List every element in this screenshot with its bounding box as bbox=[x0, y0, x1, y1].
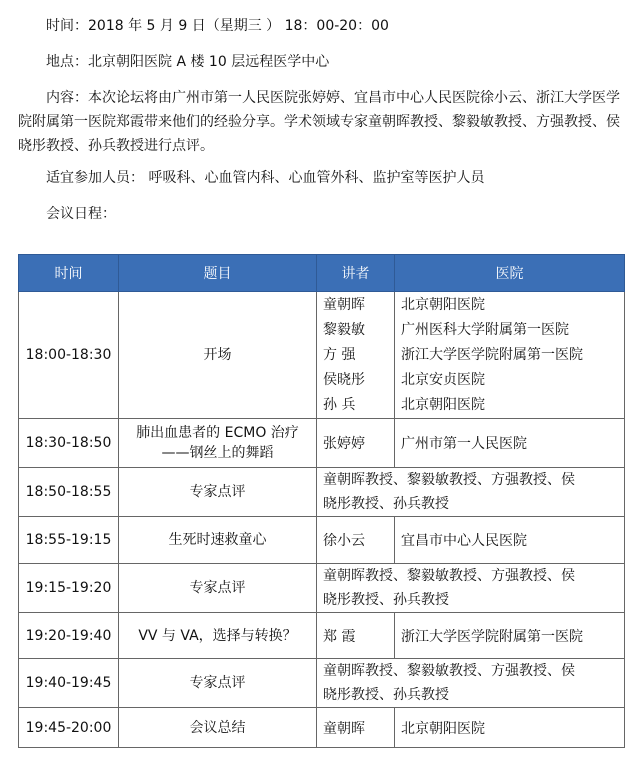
speaker-name: 童朝晖 bbox=[323, 296, 365, 313]
row-topic: 开场 bbox=[119, 292, 317, 419]
speaker-name: 黎毅敏 bbox=[323, 321, 365, 338]
row-comment bbox=[317, 659, 625, 708]
row-hospital: 广州市第一人民医院 bbox=[395, 419, 625, 468]
row-speaker: 童朝晖 bbox=[317, 708, 395, 748]
meeting-content: 内容：本次论坛将由广州市第一人民医院张婷婷、宜昌市中心人民医院徐小云、浙江大学医学院附属第一医院郑霞带来他们的经验分享。学术领域专家童朝晖教授、黎毅敏教授、方强教授、侯晓彤教授、孙兵教授进行点评。 bbox=[18, 90, 620, 154]
row-time: 18:50-18:55 bbox=[19, 468, 119, 517]
table-row bbox=[19, 292, 625, 419]
row-speaker: 张婷婷 bbox=[317, 419, 395, 468]
comment-line: 晓彤教授、孙兵教授 bbox=[323, 496, 449, 512]
table-row bbox=[19, 659, 625, 708]
speaker-name: 孙 兵 bbox=[323, 396, 356, 413]
row-speaker: 徐小云 bbox=[317, 517, 395, 564]
row-hospital: 北京朝阳医院 bbox=[395, 708, 625, 748]
row-time: 19:45-20:00 bbox=[19, 708, 119, 748]
comment-line: 晓彤教授、孙兵教授 bbox=[323, 687, 449, 703]
row-time: 19:40-19:45 bbox=[19, 659, 119, 708]
row-hospitals bbox=[395, 292, 625, 419]
row-speakers bbox=[317, 292, 395, 419]
row-topic: 会议总结 bbox=[119, 708, 317, 748]
row-comment bbox=[317, 468, 625, 517]
row-topic: VV 与 VA，选择与转换？ bbox=[119, 613, 317, 659]
table-row bbox=[19, 613, 625, 659]
row-topic: 专家点评 bbox=[119, 659, 317, 708]
row-hospital: 宜昌市中心人民医院 bbox=[395, 517, 625, 564]
header-topic: 题目 bbox=[119, 255, 317, 292]
header-time: 时间 bbox=[19, 255, 119, 292]
header-hospital: 医院 bbox=[395, 255, 625, 292]
table-header-row bbox=[19, 255, 625, 292]
hospital-name: 浙江大学医学院附属第一医院 bbox=[401, 346, 583, 363]
table-row bbox=[19, 564, 625, 613]
meeting-location: 地点：北京朝阳医院 A 楼 10 层远程医学中心 bbox=[46, 54, 330, 70]
speaker-name: 方 强 bbox=[323, 346, 356, 363]
agenda-label: 会议日程： bbox=[46, 206, 116, 222]
row-time: 19:20-19:40 bbox=[19, 613, 119, 659]
comment-line: 童朝晖教授、黎毅敏教授、方强教授、侯 bbox=[323, 663, 575, 679]
hospital-name: 北京安贞医院 bbox=[401, 371, 485, 388]
agenda-table bbox=[18, 254, 625, 748]
speaker-name: 侯晓彤 bbox=[323, 371, 365, 388]
table-row bbox=[19, 517, 625, 564]
comment-line: 童朝晖教授、黎毅敏教授、方强教授、侯 bbox=[323, 472, 575, 488]
topic-line: 肺出血患者的 ECMO 治疗 bbox=[136, 425, 299, 441]
table-row bbox=[19, 419, 625, 468]
row-topic bbox=[119, 419, 317, 468]
topic-line: ——钢丝上的舞蹈 bbox=[161, 445, 274, 461]
comment-line: 晓彤教授、孙兵教授 bbox=[323, 592, 449, 608]
row-comment bbox=[317, 564, 625, 613]
meeting-attendees: 适宜参加人员： 呼吸科、心血管内科、心血管外科、监护室等医护人员 bbox=[46, 170, 485, 186]
row-topic: 专家点评 bbox=[119, 564, 317, 613]
row-time: 19:15-19:20 bbox=[19, 564, 119, 613]
meeting-intro bbox=[18, 14, 624, 226]
header-speaker: 讲者 bbox=[317, 255, 395, 292]
row-topic: 生死时速救童心 bbox=[119, 517, 317, 564]
comment-line: 童朝晖教授、黎毅敏教授、方强教授、侯 bbox=[323, 568, 575, 584]
row-time: 18:00-18:30 bbox=[19, 292, 119, 419]
table-row bbox=[19, 468, 625, 517]
meeting-time: 时间：2018 年 5 月 9 日（星期三 ） 18：00-20：00 bbox=[46, 18, 389, 34]
row-speaker: 郑 霞 bbox=[317, 613, 395, 659]
row-hospital: 浙江大学医学院附属第一医院 bbox=[395, 613, 625, 659]
hospital-name: 北京朝阳医院 bbox=[401, 296, 485, 313]
row-time: 18:30-18:50 bbox=[19, 419, 119, 468]
hospital-name: 广州医科大学附属第一医院 bbox=[401, 321, 569, 338]
hospital-name: 北京朝阳医院 bbox=[401, 396, 485, 413]
row-topic: 专家点评 bbox=[119, 468, 317, 517]
row-time: 18:55-19:15 bbox=[19, 517, 119, 564]
table-row bbox=[19, 708, 625, 748]
